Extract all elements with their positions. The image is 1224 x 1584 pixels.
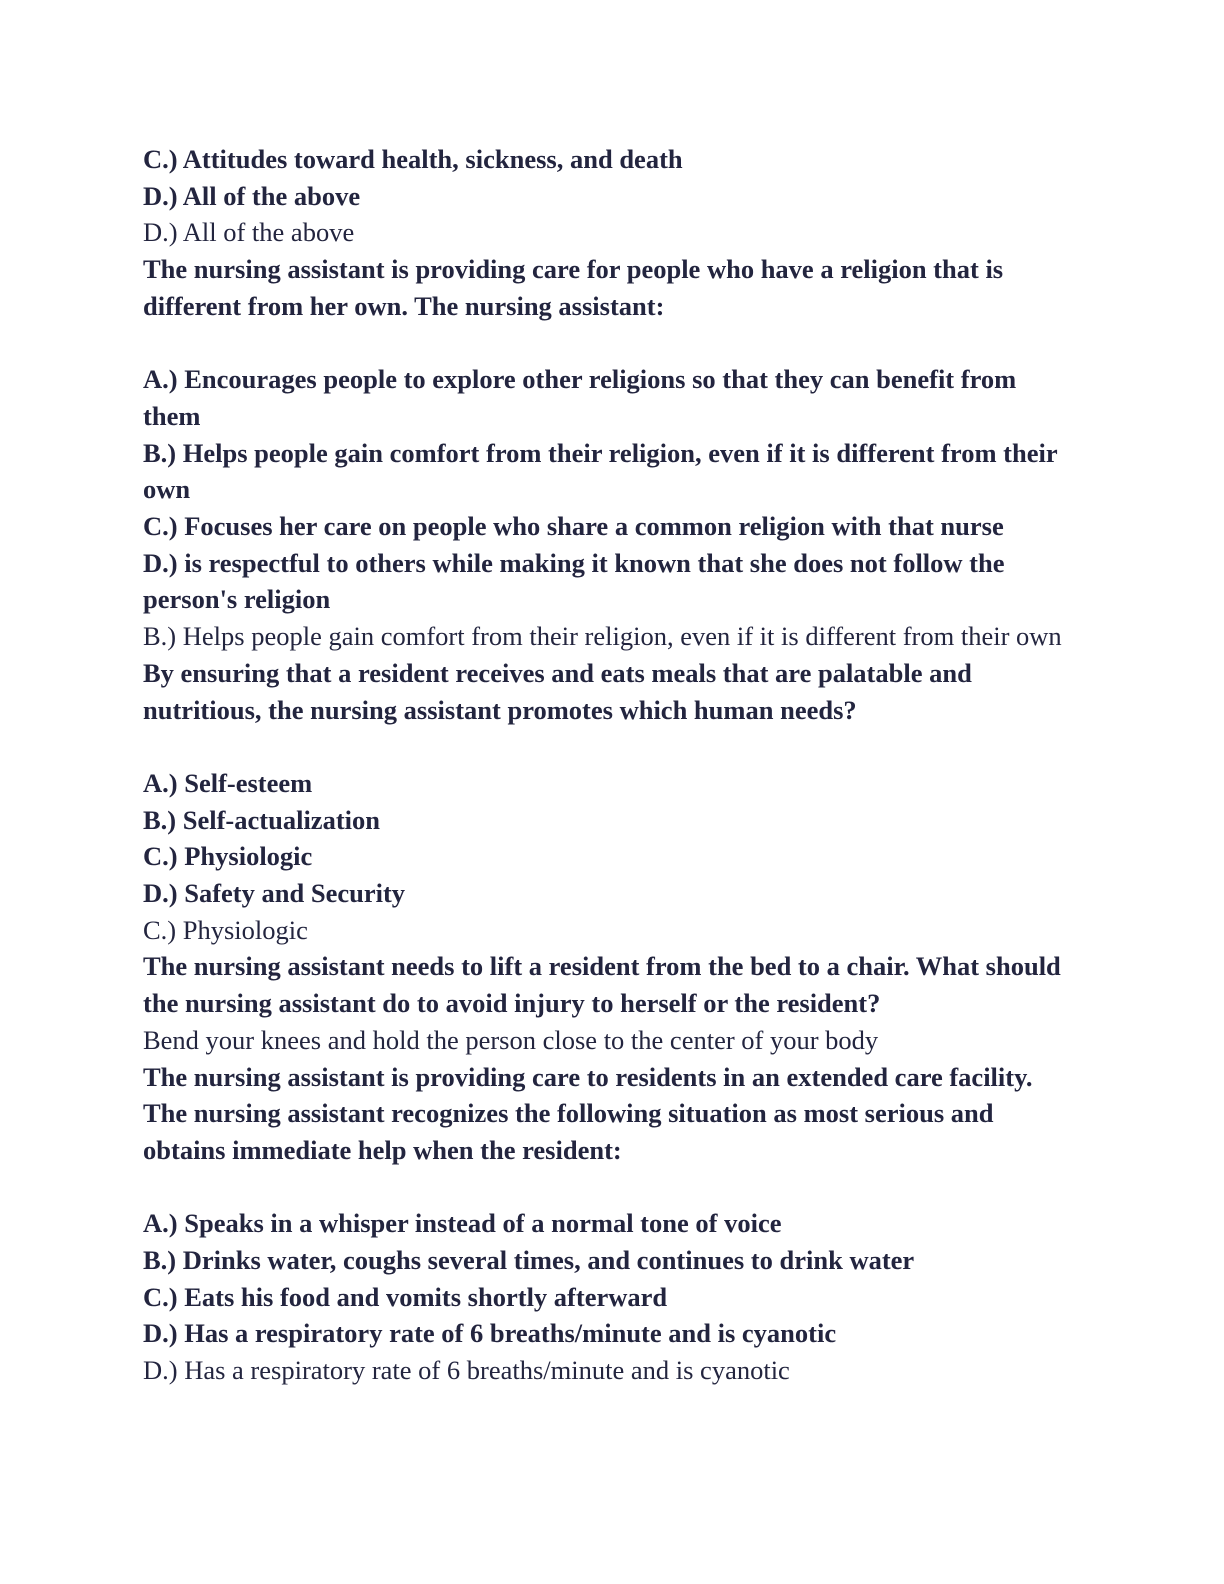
answer: Bend your knees and hold the person close to the center of your body: [143, 1024, 879, 1055]
spacer: [143, 325, 1073, 362]
option-c: C.) Physiologic: [143, 841, 313, 872]
question: The nursing assistant is providing care to residents in an extended care facility. The nursing assistant recognizes the following situation as most serious and obtains immediate help when the resident:: [143, 1061, 1033, 1165]
answer: C.) Physiologic: [143, 914, 308, 945]
option-a: A.) Encourages people to explore other religions so that they can benefit from them: [143, 364, 1017, 431]
option-c: C.) Focuses her care on people who share a common religion with that nurse: [143, 511, 1004, 542]
answer: D.) All of the above: [143, 217, 355, 248]
option-d: D.) Has a respiratory rate of 6 breaths/minute and is cyanotic: [143, 1318, 837, 1349]
answer: B.) Helps people gain comfort from their religion, even if it is different from their own: [143, 621, 1062, 652]
question: The nursing assistant is providing care for people who have a religion that is different from her own. The nursing assistant:: [143, 254, 1004, 321]
option-b: B.) Self-actualization: [143, 804, 380, 835]
option-d: D.) Safety and Security: [143, 878, 406, 909]
spacer: [143, 1169, 1073, 1206]
option-b: B.) Helps people gain comfort from their religion, even if it is different from their own: [143, 437, 1058, 505]
option-d: D.) All of the above: [143, 180, 361, 211]
option-b: B.) Drinks water, coughs several times, and continues to drink water: [143, 1245, 915, 1276]
option-a: A.) Speaks in a whisper instead of a normal tone of voice: [143, 1208, 782, 1239]
answer: D.) Has a respiratory rate of 6 breaths/minute and is cyanotic: [143, 1355, 790, 1386]
question: The nursing assistant needs to lift a resident from the bed to a chair. What should the nursing assistant do to avoid injury to herself or the resident?: [143, 951, 1061, 1019]
option-a: A.) Self-esteem: [143, 767, 313, 798]
option-d: D.) is respectful to others while making it known that she does not follow the person's religion: [143, 547, 1005, 615]
question: By ensuring that a resident receives and eats meals that are palatable and nutritious, the nursing assistant promotes which human needs?: [143, 657, 972, 725]
document-page: [143, 141, 1073, 1389]
option-c: C.) Attitudes toward health, sickness, and death: [143, 144, 683, 174]
spacer: [143, 728, 1073, 765]
option-c: C.) Eats his food and vomits shortly afterward: [143, 1281, 668, 1312]
